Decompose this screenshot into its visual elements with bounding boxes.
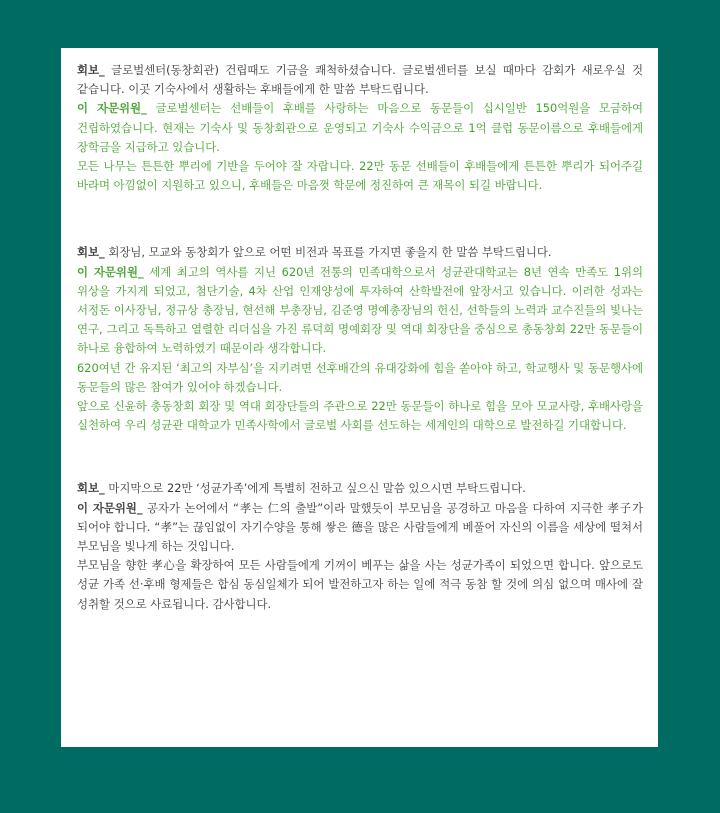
- question-text: 글로벌센터(동창회관) 건립때도 기금을 쾌척하셨습니다. 글로벌센터를 보실 때마다 감회가 새로우실 것 같습니다. 이곳 기숙사에서 생활하는 후배들에게 한 말씀 부탁드립니다.: [77, 63, 643, 97]
- question-text: 회장님, 모교와 동창회가 앞으로 어떤 비전과 목표를 가지면 좋을지 한 말씀 부탁드립니다.: [104, 245, 552, 260]
- document-page: [61, 48, 658, 747]
- answer-2-paragraph-1: [77, 263, 643, 359]
- question-text: 마지막으로 22만 ‘성균가족’에게 특별히 전하고 싶으신 말씀 있으시면 부탁드립니다.: [104, 481, 526, 496]
- question-label: 회보_: [77, 63, 105, 77]
- question-3: [77, 479, 643, 498]
- qa-block-1: [77, 61, 643, 195]
- question-2: [77, 243, 643, 262]
- answer-text: 글로벌센터는 선배들이 후배를 사랑하는 마음으로 동문들이 십시일반 150억원을 모금하여 건립하였습니다. 현재는 기숙사 및 동창회관으로 운영되고 기숙사 수익금으로 1억 클럽 동문이름으로 후배들에게 장학금을 지급하고 있습니다.: [77, 101, 643, 154]
- question-1: [77, 61, 643, 99]
- question-label: 회보_: [77, 245, 105, 260]
- answer-1-paragraph-2: 모든 나무는 튼튼한 뿌리에 기반을 두어야 잘 자랍니다. 22만 동문 선배들이 후배들에게 튼튼한 뿌리가 되어주길 바라며 아낌없이 지원하고 있으니, 후배들은 마음껏 학문에 정진하여 큰 재목이 되길 바랍니다.: [77, 159, 643, 193]
- answer-3-paragraph-2: 부모님을 향한 孝心을 확장하여 모든 사람들에게 기꺼이 베푸는 삶을 사는 성균가족이 되었으면 합니다. 앞으로도 성균 가족 선·후배 형제들은 합심 동심일체가 되어 발전하고자 하는 일에 적극 동참 할 것에 의심 없으며 매사에 잘 성취할 것으로 사료됩니다. 감사합니다.: [77, 558, 643, 611]
- interview-content: [77, 61, 643, 614]
- answer-label: 이 자문위원_: [77, 500, 143, 515]
- answer-label: 이 자문위원_: [77, 101, 147, 116]
- answer-text: 공자가 논어에서 “孝는 仁의 출발”이라 말했듯이 부모님을 공경하고 마음을 다하여 지극한 孝子가 되어야 합니다. “孝”는 끊임없이 자기수양을 통해 쌓은 德을 많은 사람들에게 베풀어 자신의 이름을 세상에 떨쳐서 부모님을 빛나게 하는 것입니다.: [77, 500, 644, 554]
- answer-2-paragraph-2: 620여년 간 유지된 ‘최고의 자부심’을 지키려면 선후배간의 유대강화에 힘을 쏟아야 하고, 학교행사 및 동문행사에 동문들의 많은 참여가 있어야 하겠습니다.: [77, 360, 643, 394]
- answer-3-paragraph-1: [77, 499, 643, 557]
- answer-1-paragraph-1: [77, 99, 643, 157]
- qa-block-2: [77, 243, 643, 435]
- answer-label: 이 자문위원_: [77, 264, 144, 279]
- question-label: 회보_: [77, 481, 105, 496]
- answer-2-paragraph-3: 앞으로 신윤하 총동창회 회장 및 역대 회장단들의 주관으로 22만 동문들이 하나로 힘을 모아 모교사랑, 후배사랑을 실천하여 우리 성균관 대학교가 민족사학에서 글로벌 사회를 선도하는 세계인의 대학으로 발전하길 기대합니다.: [77, 399, 643, 433]
- answer-text: 세계 최고의 역사를 지닌 620년 전통의 민족대학으로서 성균관대학교는 8년 연속 만족도 1위의 위상을 가지게 되었고, 첨단기술, 4차 산업 인재양성에 투자하여 산학발전에 앞장서고 있습니다. 이러한 성과는 서정돈 이사장님, 정규상 총장님, 현선해 부총장님, 김준영 명예총장님의 헌신, 선학들의 노력과 교수진들의 빛나는 연구, 그리고 독특하고 열렬한 리더십을 가진 류덕희 명예회장 및 역대 회장단을 중심으로 총동창회 22만 동문들이 하나로 융합하여 노력하였기 때문이라 생각합니다.: [77, 264, 643, 356]
- qa-block-3: [77, 479, 643, 613]
